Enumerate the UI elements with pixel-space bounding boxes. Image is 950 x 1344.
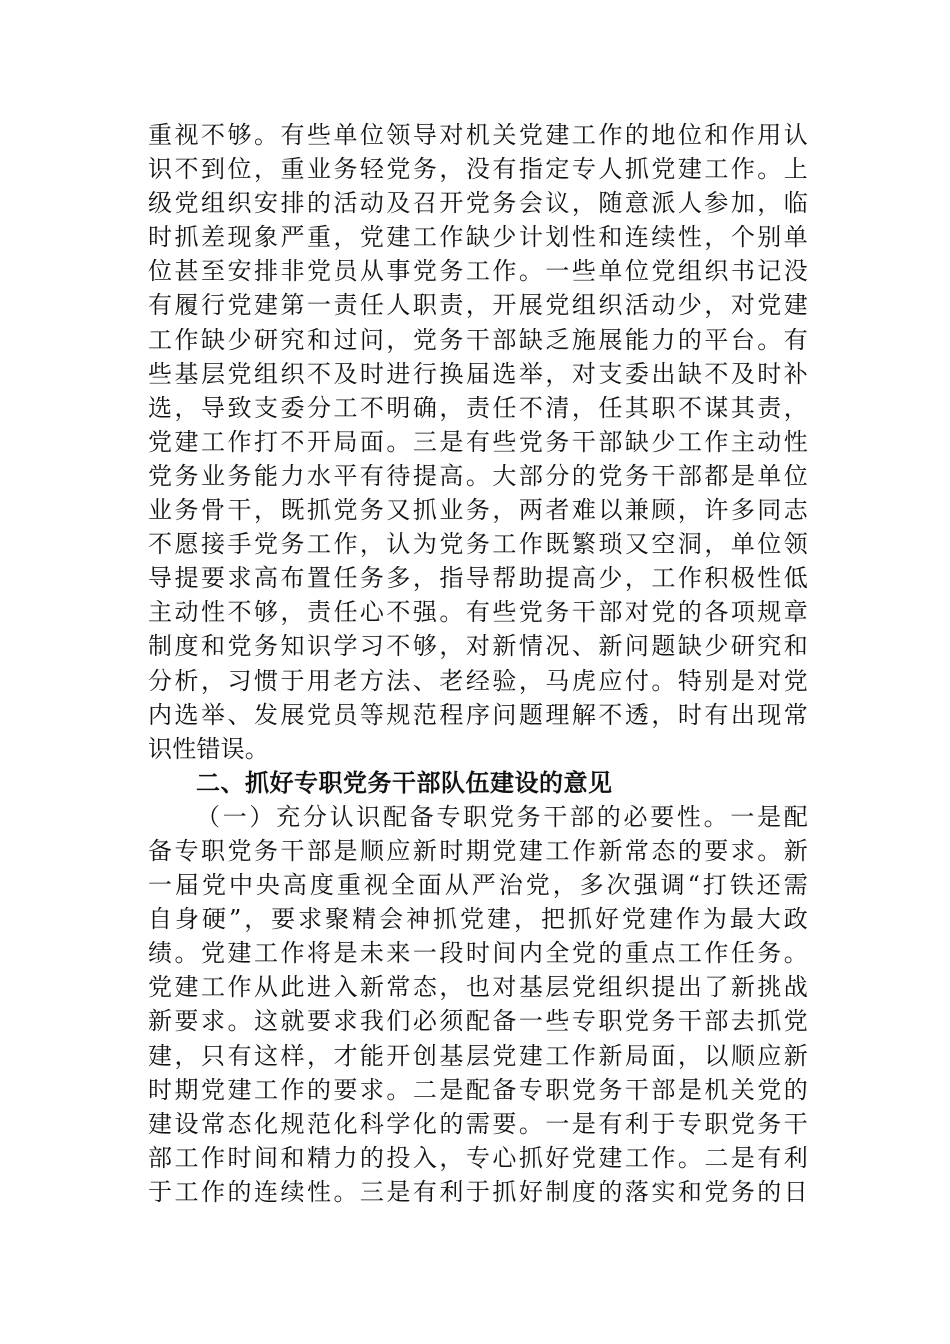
- text-line: 识性错误。: [148, 734, 269, 763]
- subsection-first-line: （一）充分认识配备专职党务干部的必要性。一是配: [196, 802, 808, 831]
- text-line: 绩。党建工作将是未来一段时间内全党的重点工作任务。: [148, 939, 808, 968]
- text-line: 些基层党组织不及时进行换届选举，对支委出缺不及时补: [148, 359, 808, 388]
- text-line: 建，只有这样，才能开创基层党建工作新局面，以顺应新: [148, 1041, 808, 1070]
- text-line: 于工作的连续性。三是有利于抓好制度的落实和党务的日: [148, 1177, 808, 1206]
- text-line: 重视不够。有些单位领导对机关党建工作的地位和作用认: [148, 121, 808, 149]
- text-line: 内选举、发展党员等规范程序问题理解不透，时有出现常: [148, 700, 808, 729]
- text-line: 业务骨干，既抓党务又抓业务，两者难以兼顾，许多同志: [148, 496, 808, 525]
- text-line: 党建工作打不开局面。三是有些党务干部缺少工作主动性: [148, 427, 808, 456]
- text-line: 一届党中央高度重视全面从严治党，多次强调“打铁还需: [148, 871, 808, 900]
- text-line: 分析，习惯于用老方法、老经验，马虎应付。特别是对党: [148, 666, 808, 695]
- text-line: 导提要求高布置任务多，指导帮助提高少，工作积极性低: [148, 564, 808, 593]
- text-line: 位甚至安排非党员从事党务工作。一些单位党组织书记没: [148, 257, 808, 286]
- text-line: 选，导致支委分工不明确，责任不清，任其职不谋其责，: [148, 393, 808, 422]
- text-line: 时期党建工作的要求。二是配备专职党务干部是机关党的: [148, 1075, 808, 1104]
- text-line: 部工作时间和精力的投入，专心抓好党建工作。二是有利: [148, 1143, 808, 1172]
- text-line: 工作缺少研究和过问，党务干部缺乏施展能力的平台。有: [148, 325, 808, 354]
- text-line: 时抓差现象严重，党建工作缺少计划性和连续性，个别单: [148, 223, 808, 252]
- text-line: 制度和党务知识学习不够，对新情况、新问题缺少研究和: [148, 632, 808, 661]
- text-line: 有履行党建第一责任人职责，开展党组织活动少，对党建: [148, 291, 808, 320]
- text-line: 不愿接手党务工作，认为党务工作既繁琐又空洞，单位领: [148, 530, 808, 559]
- text-line: 新要求。这就要求我们必须配备一些专职党务干部去抓党: [148, 1007, 808, 1036]
- text-line: 主动性不够，责任心不强。有些党务干部对党的各项规章: [148, 598, 808, 627]
- text-line: 级党组织安排的活动及召开党务会议，随意派人参加，临: [148, 189, 808, 218]
- text-line: 党务业务能力水平有待提高。大部分的党务干部都是单位: [148, 461, 808, 490]
- text-line: 识不到位，重业务轻党务，没有指定专人抓党建工作。上: [148, 155, 808, 184]
- text-line: 建设常态化规范化科学化的需要。一是有利于专职党务干: [148, 1109, 808, 1138]
- text-line: 党建工作从此进入新常态，也对基层党组织提出了新挑战: [148, 973, 808, 1002]
- body-text: [148, 118, 808, 1209]
- text-line: 备专职党务干部是顺应新时期党建工作新常态的要求。新: [148, 836, 808, 865]
- text-line: 自身硬”，要求聚精会神抓党建，把抓好党建作为最大政: [148, 905, 808, 934]
- section-heading: 二、抓好专职党务干部队伍建设的意见: [196, 768, 613, 797]
